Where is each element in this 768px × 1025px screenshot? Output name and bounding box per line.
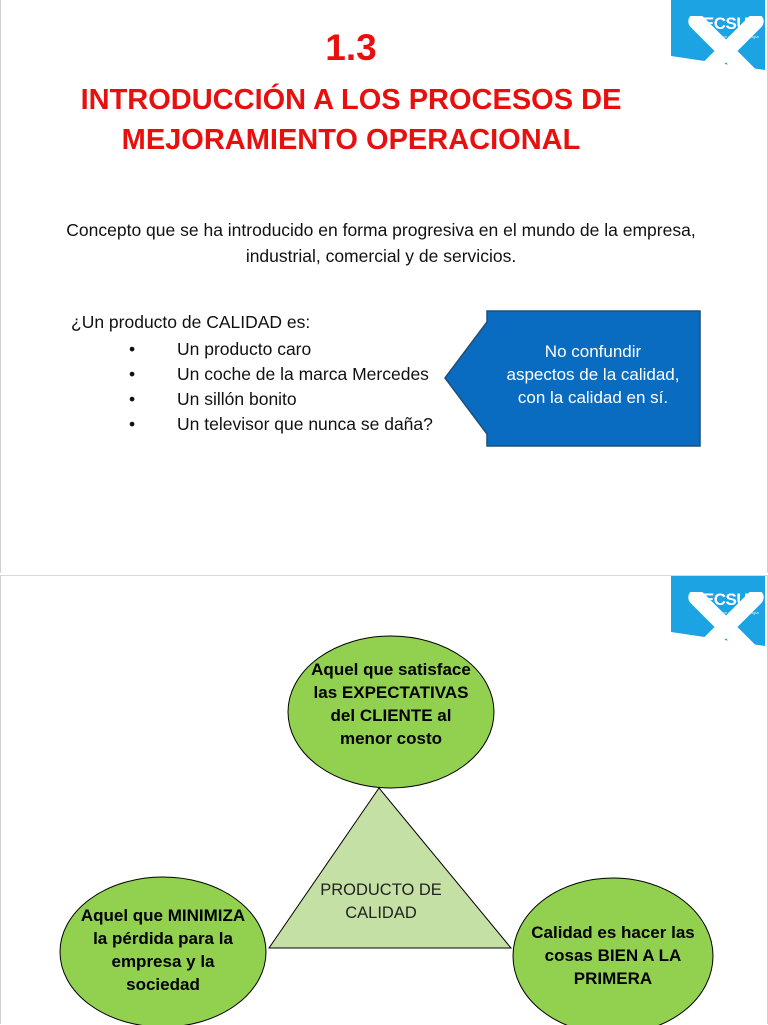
right-node-text: Calidad es hacer las cosas BIEN A LA PRIMERA — [531, 923, 695, 988]
slide-title — [31, 80, 671, 160]
bullet-dot: • — [129, 364, 136, 384]
intro-paragraph — [41, 217, 721, 269]
intro-line-2: industrial, comercial y de servicios. — [245, 246, 517, 266]
list-item: • Un producto caro — [129, 337, 433, 362]
logo-brand-text: TECSUP — [693, 14, 759, 33]
callout-text: No confundir aspectos de la calidad, con la calidad en sí. — [506, 342, 680, 407]
top-node-text: Aquel que satisface las EXPECTATIVAS del CLIENTE al menor costo — [311, 660, 471, 748]
center-triangle-text: PRODUCTO DE CALIDAD — [320, 881, 442, 922]
bullet-dot: • — [129, 414, 136, 434]
callout-arrow — [443, 310, 701, 447]
list-item: • Un televisor que nunca se daña? — [129, 412, 433, 437]
bullet-dot: • — [129, 389, 136, 409]
logo-tagline: Pasión por la Tecnología — [715, 610, 759, 615]
title-line-2: MEJORAMIENTO OPERACIONAL — [121, 124, 581, 156]
quality-question: ¿Un producto de CALIDAD es: — [71, 312, 311, 332]
list-item: • Un sillón bonito — [129, 387, 433, 412]
bullet-list — [129, 337, 433, 437]
slide-2 — [0, 575, 768, 1024]
intro-line-1: Concepto que se ha introducido en forma progresiva en el mundo de la empresa, — [66, 220, 696, 240]
left-node-text: Aquel que MINIMIZA la pérdida para la empresa y la sociedad — [80, 906, 246, 994]
list-item: • Un coche de la marca Mercedes — [129, 362, 433, 387]
logo-tagline: Pasión por la Tecnología — [715, 34, 759, 39]
logo-brand-text: TECSUP — [693, 590, 759, 609]
title-line-1: INTRODUCCIÓN A LOS PROCESOS DE — [80, 84, 622, 116]
bullet-dot: • — [129, 339, 136, 359]
section-number: 1.3 — [325, 27, 377, 68]
